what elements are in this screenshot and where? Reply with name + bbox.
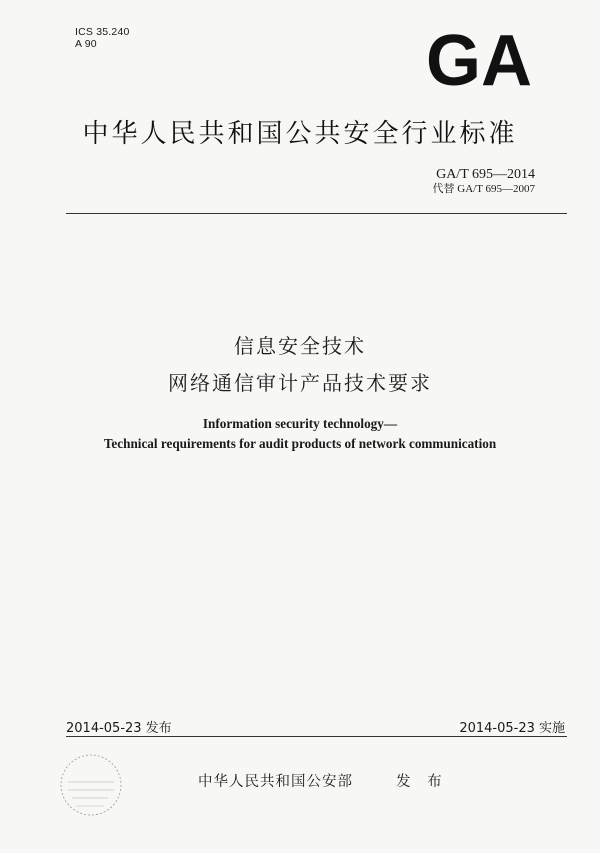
issue-date: 2014-05-23 发布 (66, 721, 172, 736)
classification-codes (75, 26, 130, 50)
ics-code: ICS 35.240 (75, 26, 130, 38)
issuer-name: 中华人民共和国公安部 (198, 774, 353, 790)
issuer-action: 发 布 (396, 774, 448, 790)
ccs-code: A 90 (75, 38, 97, 50)
divider-top (66, 213, 567, 214)
title-zh-line1: 信息安全技术 (234, 334, 366, 358)
ga-logo-text: GA (426, 30, 532, 88)
title-en-line1: Information security technology— (202, 416, 398, 431)
divider-bottom (66, 736, 567, 737)
issuing-category-title: 中华人民共和国公共安全行业标准 (82, 119, 518, 149)
title-en-line2: Technical requirements for audit products of network communication (103, 436, 497, 451)
standard-code: GA/T 695—2014 (436, 167, 535, 182)
replaces-code: 代替 GA/T 695—2007 (432, 183, 535, 195)
implementation-date: 2014-05-23 实施 (459, 721, 565, 736)
standard-number-block (433, 167, 535, 196)
publisher-stamp (58, 752, 124, 818)
title-zh-line2: 网络通信审计产品技术要求 (168, 371, 432, 395)
ga-logo (425, 30, 533, 88)
